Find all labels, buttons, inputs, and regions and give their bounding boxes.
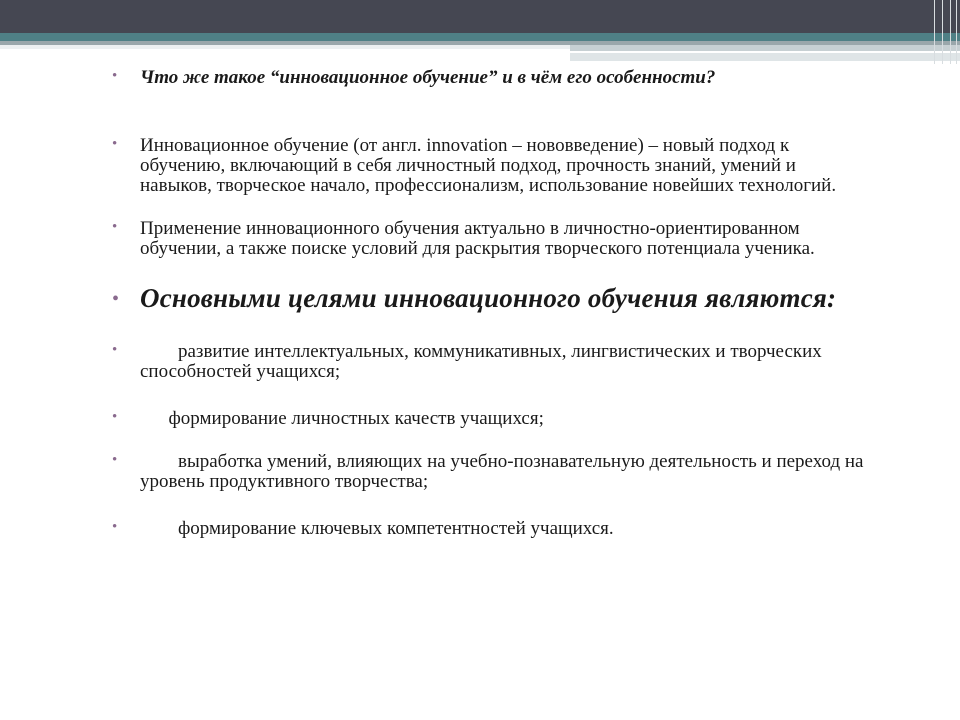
question-text: Что же такое “инновационное обучение” и в чём его особенности? [140, 67, 716, 88]
bullet-icon: • [112, 136, 118, 152]
goal-text-4: формирование ключевых компетентностей учащихся. [140, 518, 614, 539]
header-teal-stripe [0, 33, 960, 41]
header-fade-stripe [0, 45, 570, 49]
paragraph-item-1 [110, 136, 870, 196]
slide-header-band [0, 0, 960, 64]
goal-item-4 [110, 519, 870, 539]
bullet-icon: • [112, 68, 118, 84]
paragraph-item-2 [110, 219, 870, 259]
paragraph-text-2: Применение инновационного обучения актуально в личностно-ориентированном обучении, а также поиске условий для раскрытия творческого потенциала ученика. [140, 218, 815, 259]
bullet-icon: • [112, 288, 120, 310]
goal-text-3: выработка умений, влияющих на учебно-познавательную деятельность и переход на уровень продуктивного творчества; [140, 451, 869, 492]
goal-item-1 [110, 342, 870, 382]
header-light-stripe-2 [570, 53, 960, 61]
bullet-icon: • [112, 342, 118, 358]
question-item [110, 68, 870, 108]
slide-body [110, 68, 870, 539]
header-dark-stripe [0, 0, 960, 33]
goals-heading-item [110, 285, 870, 312]
goal-text-1: развитие интеллектуальных, коммуникативных, лингвистических и творческих способностей учащихся; [140, 341, 827, 382]
goal-item-2 [110, 409, 870, 429]
goal-text-2: формирование личностных качеств учащихся; [140, 408, 544, 429]
bullet-icon: • [112, 219, 118, 235]
bullet-icon: • [112, 409, 118, 425]
header-vertical-lines [928, 0, 960, 64]
bullet-icon: • [112, 452, 118, 468]
bullet-icon: • [112, 519, 118, 535]
goal-item-3 [110, 452, 870, 492]
paragraph-text-1: Инновационное обучение (от англ. innovation – нововведение) – новый подход к обучению, включающий в себя личностный подход, прочность знаний, умений и навыков, творческое начало, профессионализм, использование новейших технологий. [140, 135, 837, 196]
goals-heading: Основными целями инновационного обучения являются: [140, 283, 837, 313]
